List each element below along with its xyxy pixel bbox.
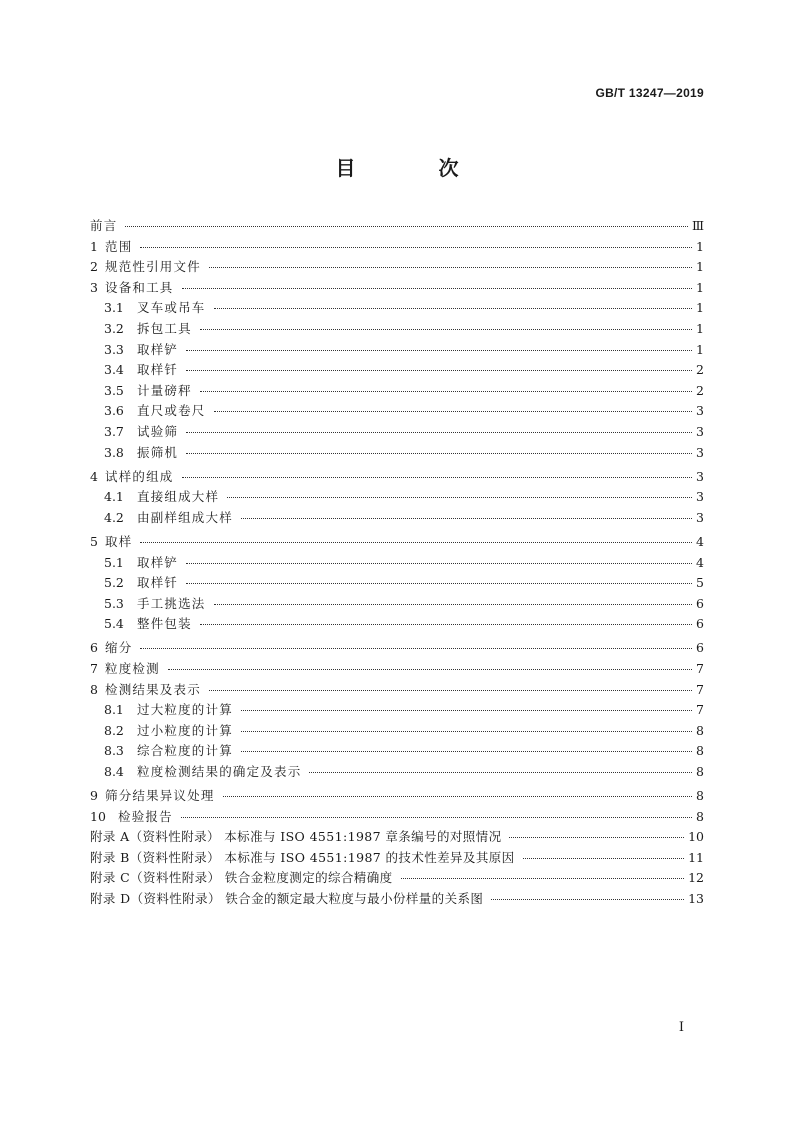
toc-entry-page: 7	[696, 702, 704, 718]
toc-entry-number: 9	[90, 788, 98, 804]
toc-entry-label: 振筛机	[137, 444, 179, 460]
toc-entry-number: 5	[90, 533, 98, 549]
toc-entry-number: 7	[90, 660, 98, 676]
toc-entry[interactable]	[90, 613, 704, 634]
toc-entry-page: 5	[696, 575, 704, 591]
toc-entry-page: 3	[696, 403, 704, 419]
toc-entry-page: 3	[696, 509, 704, 525]
toc-entry-number: 3.1	[104, 300, 124, 316]
toc-entry-number: 10	[90, 808, 106, 824]
dot-leader	[168, 655, 692, 670]
dot-leader	[241, 696, 692, 711]
toc-entry-page: 1	[696, 279, 704, 295]
toc-entry-number: 3.5	[104, 382, 124, 398]
dot-leader	[186, 439, 692, 454]
toc-entry-label: 取样铲	[137, 554, 179, 570]
toc-entry-label: 筛分结果异议处理	[105, 788, 215, 804]
toc-entry-label: 缩分	[105, 640, 133, 656]
toc-entry-label: 检测结果及表示	[105, 681, 201, 697]
page-number: I	[678, 1020, 684, 1035]
dot-leader	[509, 823, 684, 838]
toc-entry-number: 3.6	[104, 403, 124, 419]
toc-entry-page: 10	[688, 829, 704, 845]
dot-leader	[200, 315, 692, 330]
toc-entry-page: 2	[696, 362, 704, 378]
toc-entry-label: 整件包装	[137, 616, 192, 632]
toc-entry-label: 取样铲	[137, 341, 179, 357]
toc-entry-page: 8	[696, 763, 704, 779]
dot-leader	[125, 212, 688, 227]
toc-entry-number: 6	[90, 640, 98, 656]
toc-entry-number: 3.3	[104, 341, 124, 357]
toc-entry-page: 3	[696, 489, 704, 505]
toc-entry[interactable]	[90, 888, 704, 909]
toc-entry-label: 计量磅秤	[137, 382, 192, 398]
toc-entry-number: 3.4	[104, 362, 124, 378]
dot-leader	[223, 782, 692, 797]
toc-entry-page: Ⅲ	[691, 218, 704, 233]
toc-entry-page: 1	[696, 341, 704, 357]
dot-leader	[214, 294, 692, 309]
toc-entry-number: 2	[90, 259, 98, 275]
toc-entry-label: 由副样组成大样	[137, 509, 233, 525]
toc-entry-number: 5.2	[104, 575, 124, 591]
toc-entry-label: 取样钎	[137, 362, 179, 378]
dot-leader	[186, 549, 692, 564]
toc-entry-label: 取样钎	[137, 575, 179, 591]
toc-entry-page: 1	[696, 238, 704, 254]
toc-entry-page: 8	[696, 808, 704, 824]
toc-entry-label: 过大粒度的计算	[137, 702, 233, 718]
toc-entry-page: 6	[696, 595, 704, 611]
dot-leader	[227, 483, 692, 498]
toc-title: 目 次	[335, 156, 497, 180]
toc-entry-page: 2	[696, 382, 704, 398]
toc-entry-label: 叉车或吊车	[137, 300, 206, 316]
toc-entry-label: 取样	[105, 533, 133, 549]
dot-leader	[140, 634, 692, 649]
toc-entry-page: 4	[696, 554, 704, 570]
toc-entry-label: 粒度检测结果的确定及表示	[137, 763, 302, 779]
toc-entry-page: 1	[696, 300, 704, 316]
dot-leader	[523, 844, 685, 859]
dot-leader	[182, 463, 692, 478]
dot-leader	[241, 504, 692, 519]
dot-leader	[401, 864, 685, 879]
toc-entry-number: 4	[90, 468, 98, 484]
dot-leader	[182, 274, 692, 289]
dot-leader	[200, 377, 692, 392]
dot-leader	[200, 610, 692, 625]
dot-leader	[214, 397, 692, 412]
toc-entry-page: 8	[696, 722, 704, 738]
toc-entry-page: 1	[696, 259, 704, 275]
toc-entry[interactable]	[90, 442, 704, 463]
toc-entry-number: 8.1	[104, 702, 124, 718]
toc-entry-page: 12	[688, 870, 704, 886]
dot-leader	[214, 590, 692, 605]
toc-entry-number: 8.4	[104, 763, 124, 779]
toc-entry-label: 拆包工具	[137, 320, 192, 336]
dot-leader	[209, 676, 692, 691]
toc-entry-number: 3	[90, 279, 98, 295]
dot-leader	[491, 885, 684, 900]
toc-entry-number: 4.1	[104, 489, 124, 505]
toc-entry-label: 附录 B（资料性附录） 本标准与 ISO 4551:1987 的技术性差异及其原因	[90, 849, 515, 865]
toc-entry-label: 前言	[90, 218, 118, 233]
toc-entry-label: 附录 A（资料性附录） 本标准与 ISO 4551:1987 章条编号的对照情况	[90, 829, 502, 845]
toc-entry-label: 手工挑选法	[137, 595, 206, 611]
toc-entry-page: 11	[688, 849, 704, 865]
toc-entry-label: 试样的组成	[105, 468, 174, 484]
toc-entry-number: 4.2	[104, 509, 124, 525]
table-of-contents	[90, 215, 704, 909]
dot-leader	[181, 803, 692, 818]
toc-entry-page: 13	[688, 891, 704, 906]
toc-entry-page: 7	[696, 681, 704, 697]
toc-entry-label: 附录 D（资料性附录） 铁合金的额定最大粒度与最小份样量的关系图	[90, 891, 484, 906]
dot-leader	[186, 336, 692, 351]
toc-entry-number: 8.2	[104, 722, 124, 738]
toc-entry-label: 检验报告	[118, 808, 173, 824]
toc-entry[interactable]	[90, 761, 704, 782]
toc-entry-label: 综合粒度的计算	[137, 743, 233, 759]
toc-entry-page: 1	[696, 320, 704, 336]
dot-leader	[241, 737, 692, 752]
toc-entry-label: 直接组成大样	[137, 489, 220, 505]
toc-entry-page: 3	[696, 468, 704, 484]
toc-entry-page: 3	[696, 444, 704, 460]
dot-leader	[309, 758, 692, 773]
toc-entry-label: 直尺或卷尺	[137, 403, 206, 419]
toc-entry-page: 6	[696, 616, 704, 632]
toc-entry-label: 范围	[105, 238, 133, 254]
toc-entry-number: 8	[90, 681, 98, 697]
toc-entry-page: 3	[696, 423, 704, 439]
toc-entry[interactable]	[90, 507, 704, 528]
toc-entry-page: 8	[696, 788, 704, 804]
toc-entry-page: 8	[696, 743, 704, 759]
toc-entry-label: 粒度检测	[105, 660, 160, 676]
toc-entry-page: 4	[696, 533, 704, 549]
toc-entry-number: 5.4	[104, 616, 124, 632]
toc-entry-page: 7	[696, 660, 704, 676]
toc-entry-number: 3.2	[104, 320, 124, 336]
toc-entry-label: 设备和工具	[105, 279, 174, 295]
toc-entry-number: 3.8	[104, 444, 124, 460]
standard-number: GB/T 13247—2019	[595, 86, 704, 100]
dot-leader	[140, 233, 692, 248]
toc-entry-number: 5.1	[104, 554, 124, 570]
toc-entry-label: 规范性引用文件	[105, 259, 201, 275]
toc-entry-page: 6	[696, 640, 704, 656]
dot-leader	[140, 528, 692, 543]
toc-entry-number: 5.3	[104, 595, 124, 611]
toc-entry-label: 附录 C（资料性附录） 铁合金粒度测定的综合精确度	[90, 870, 393, 886]
toc-entry-label: 过小粒度的计算	[137, 722, 233, 738]
toc-entry-number: 1	[90, 238, 98, 254]
toc-entry-number: 8.3	[104, 743, 124, 759]
dot-leader	[241, 717, 692, 732]
toc-entry-label: 试验筛	[137, 423, 179, 439]
dot-leader	[186, 569, 692, 584]
dot-leader	[209, 253, 692, 268]
toc-entry-number: 3.7	[104, 423, 124, 439]
dot-leader	[186, 356, 692, 371]
dot-leader	[186, 418, 692, 433]
